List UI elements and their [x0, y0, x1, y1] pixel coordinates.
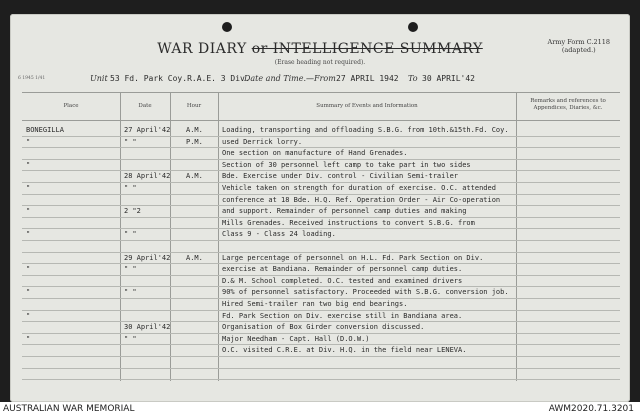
row-rule — [22, 252, 620, 253]
row-summary: conference at 18 Bde. H.Q. Ref. Operation Order - Air Co-operation — [222, 195, 501, 204]
row-summary: and support. Remainder of personnel camp duties and making — [222, 207, 467, 216]
army-form-sub: (adapted.) — [561, 46, 596, 54]
row-rule — [22, 217, 620, 218]
to-label: To — [408, 74, 418, 83]
row-rule — [22, 147, 620, 148]
row-date: " " — [124, 334, 137, 343]
row-place: " — [26, 230, 31, 239]
row-summary: 90% of personnel satisfactory. Proceeded with S.B.G. conversion job. — [222, 288, 509, 297]
row-summary: O.C. visited C.R.E. at Div. H.Q. in the field near LENEVA. — [222, 346, 467, 355]
header-remarks: Remarks and references to Appendices, Diaries, &c. — [530, 98, 606, 111]
row-rule — [22, 159, 620, 160]
row-summary: Bde. Exercise under Div. control - Civilian Semi-trailer — [222, 172, 459, 181]
row-rule — [22, 205, 620, 206]
row-rule — [22, 136, 620, 137]
row-date: " " — [124, 288, 137, 297]
row-summary: Vehicle taken on strength for duration of exercise. O.C. attended — [222, 184, 496, 192]
row-date: " " — [124, 137, 137, 146]
row-place: " — [26, 184, 31, 192]
row-rule — [22, 344, 620, 345]
diary-sheet — [10, 14, 630, 402]
diary-table — [22, 92, 620, 381]
row-rule — [22, 194, 620, 195]
unit-value: 53 Fd. Park Coy.R.A.E. 3 Div. — [110, 74, 250, 83]
footer-credit: AUSTRALIAN WAR MEMORIAL — [3, 404, 135, 414]
row-rule — [22, 368, 620, 369]
row-hour: P.M. — [186, 137, 203, 146]
stamp-small: 6 1945 1/41 — [18, 76, 46, 81]
row-rule — [22, 228, 620, 229]
row-place: " — [26, 334, 31, 343]
row-summary: Mills Grenades. Received instructions to convert S.B.G. from — [222, 218, 475, 227]
row-summary: Organisation of Box Girder conversion discussed. — [222, 323, 425, 332]
row-rule — [22, 379, 620, 380]
header-date: Date — [138, 103, 152, 109]
punch-hole-right — [408, 22, 418, 32]
diary-subtitle: (Erase heading not required). — [274, 59, 366, 66]
row-date: 29 April'42 — [124, 253, 171, 262]
row-rule — [22, 310, 620, 311]
punch-hole-left — [222, 22, 232, 32]
row-rule — [22, 333, 620, 334]
row-rule — [22, 182, 620, 183]
row-summary: Large percentage of personnel on H.L. Fd. Park Section on Div. — [222, 253, 484, 262]
row-summary: D.& M. School completed. O.C. tested and examined drivers — [222, 276, 463, 285]
row-date: " " — [124, 230, 137, 239]
row-hour: A.M. — [186, 253, 203, 262]
row-rule — [22, 321, 620, 322]
header-hour: Hour — [186, 103, 202, 109]
row-rule — [22, 286, 620, 287]
footer-accession: AWM2020.71.3201 — [548, 404, 634, 414]
row-rule — [22, 170, 620, 171]
header-place: Place — [63, 103, 79, 109]
row-place: " — [26, 160, 31, 169]
date-from: 27 APRIL 1942 — [336, 74, 399, 83]
row-rule — [22, 298, 620, 299]
unit-label: Unit — [90, 74, 108, 83]
row-place: " — [26, 311, 31, 320]
row-place: " — [26, 288, 31, 297]
row-summary: Loading, transporting and offloading S.B.G. from 10th.&15th.Fd. Coy. — [222, 126, 509, 134]
army-form-label — [548, 38, 610, 54]
unit-line — [18, 72, 622, 88]
army-form-number: Army Form C.2118 — [547, 38, 610, 46]
row-date: 30 April'42 — [124, 323, 171, 332]
title-main: WAR DIARY — [157, 41, 247, 57]
row-summary: exercise at Bandiana. Remainder of personnel camp duties. — [222, 265, 463, 274]
row-hour: A.M. — [186, 172, 203, 181]
row-date: " " — [124, 265, 137, 274]
row-date: 28 April'42 — [124, 172, 171, 181]
row-place: BONEGILLA — [26, 126, 64, 134]
row-summary: Class 9 - Class 24 loading. — [222, 230, 336, 239]
row-place: " — [26, 137, 31, 146]
row-summary: Major Needham - Capt. Hall (D.O.W.) — [222, 334, 370, 343]
row-summary: Fd. Park Section on Div. exercise still in Bandiana area. — [222, 311, 463, 320]
row-hour: A.M. — [186, 126, 203, 134]
row-summary: used Derrick lorry. — [222, 137, 303, 146]
row-summary: Hired Semi-trailer ran two big end bearings. — [222, 300, 408, 308]
diary-title — [10, 41, 630, 57]
date-to: 30 APRIL'42 — [422, 74, 475, 83]
row-summary: One section on manufacture of Hand Grenades. — [222, 149, 408, 158]
row-rule — [22, 263, 620, 264]
row-rule — [22, 356, 620, 357]
header-summary: Summary of Events and Information — [316, 103, 418, 109]
row-date: 27 April'42 — [124, 126, 171, 134]
title-struck: or INTELLIGENCE SUMMARY — [251, 41, 483, 57]
row-rule — [22, 275, 620, 276]
row-place: " — [26, 265, 31, 274]
row-date: 2 "2 — [124, 207, 141, 216]
date-label: Date and Time.—From — [244, 74, 336, 83]
row-place: " — [26, 207, 31, 216]
row-date: " " — [124, 184, 137, 192]
row-summary: Section of 30 personnel left camp to take part in two sides — [222, 160, 471, 169]
header-divider — [22, 120, 620, 121]
row-rule — [22, 240, 620, 241]
